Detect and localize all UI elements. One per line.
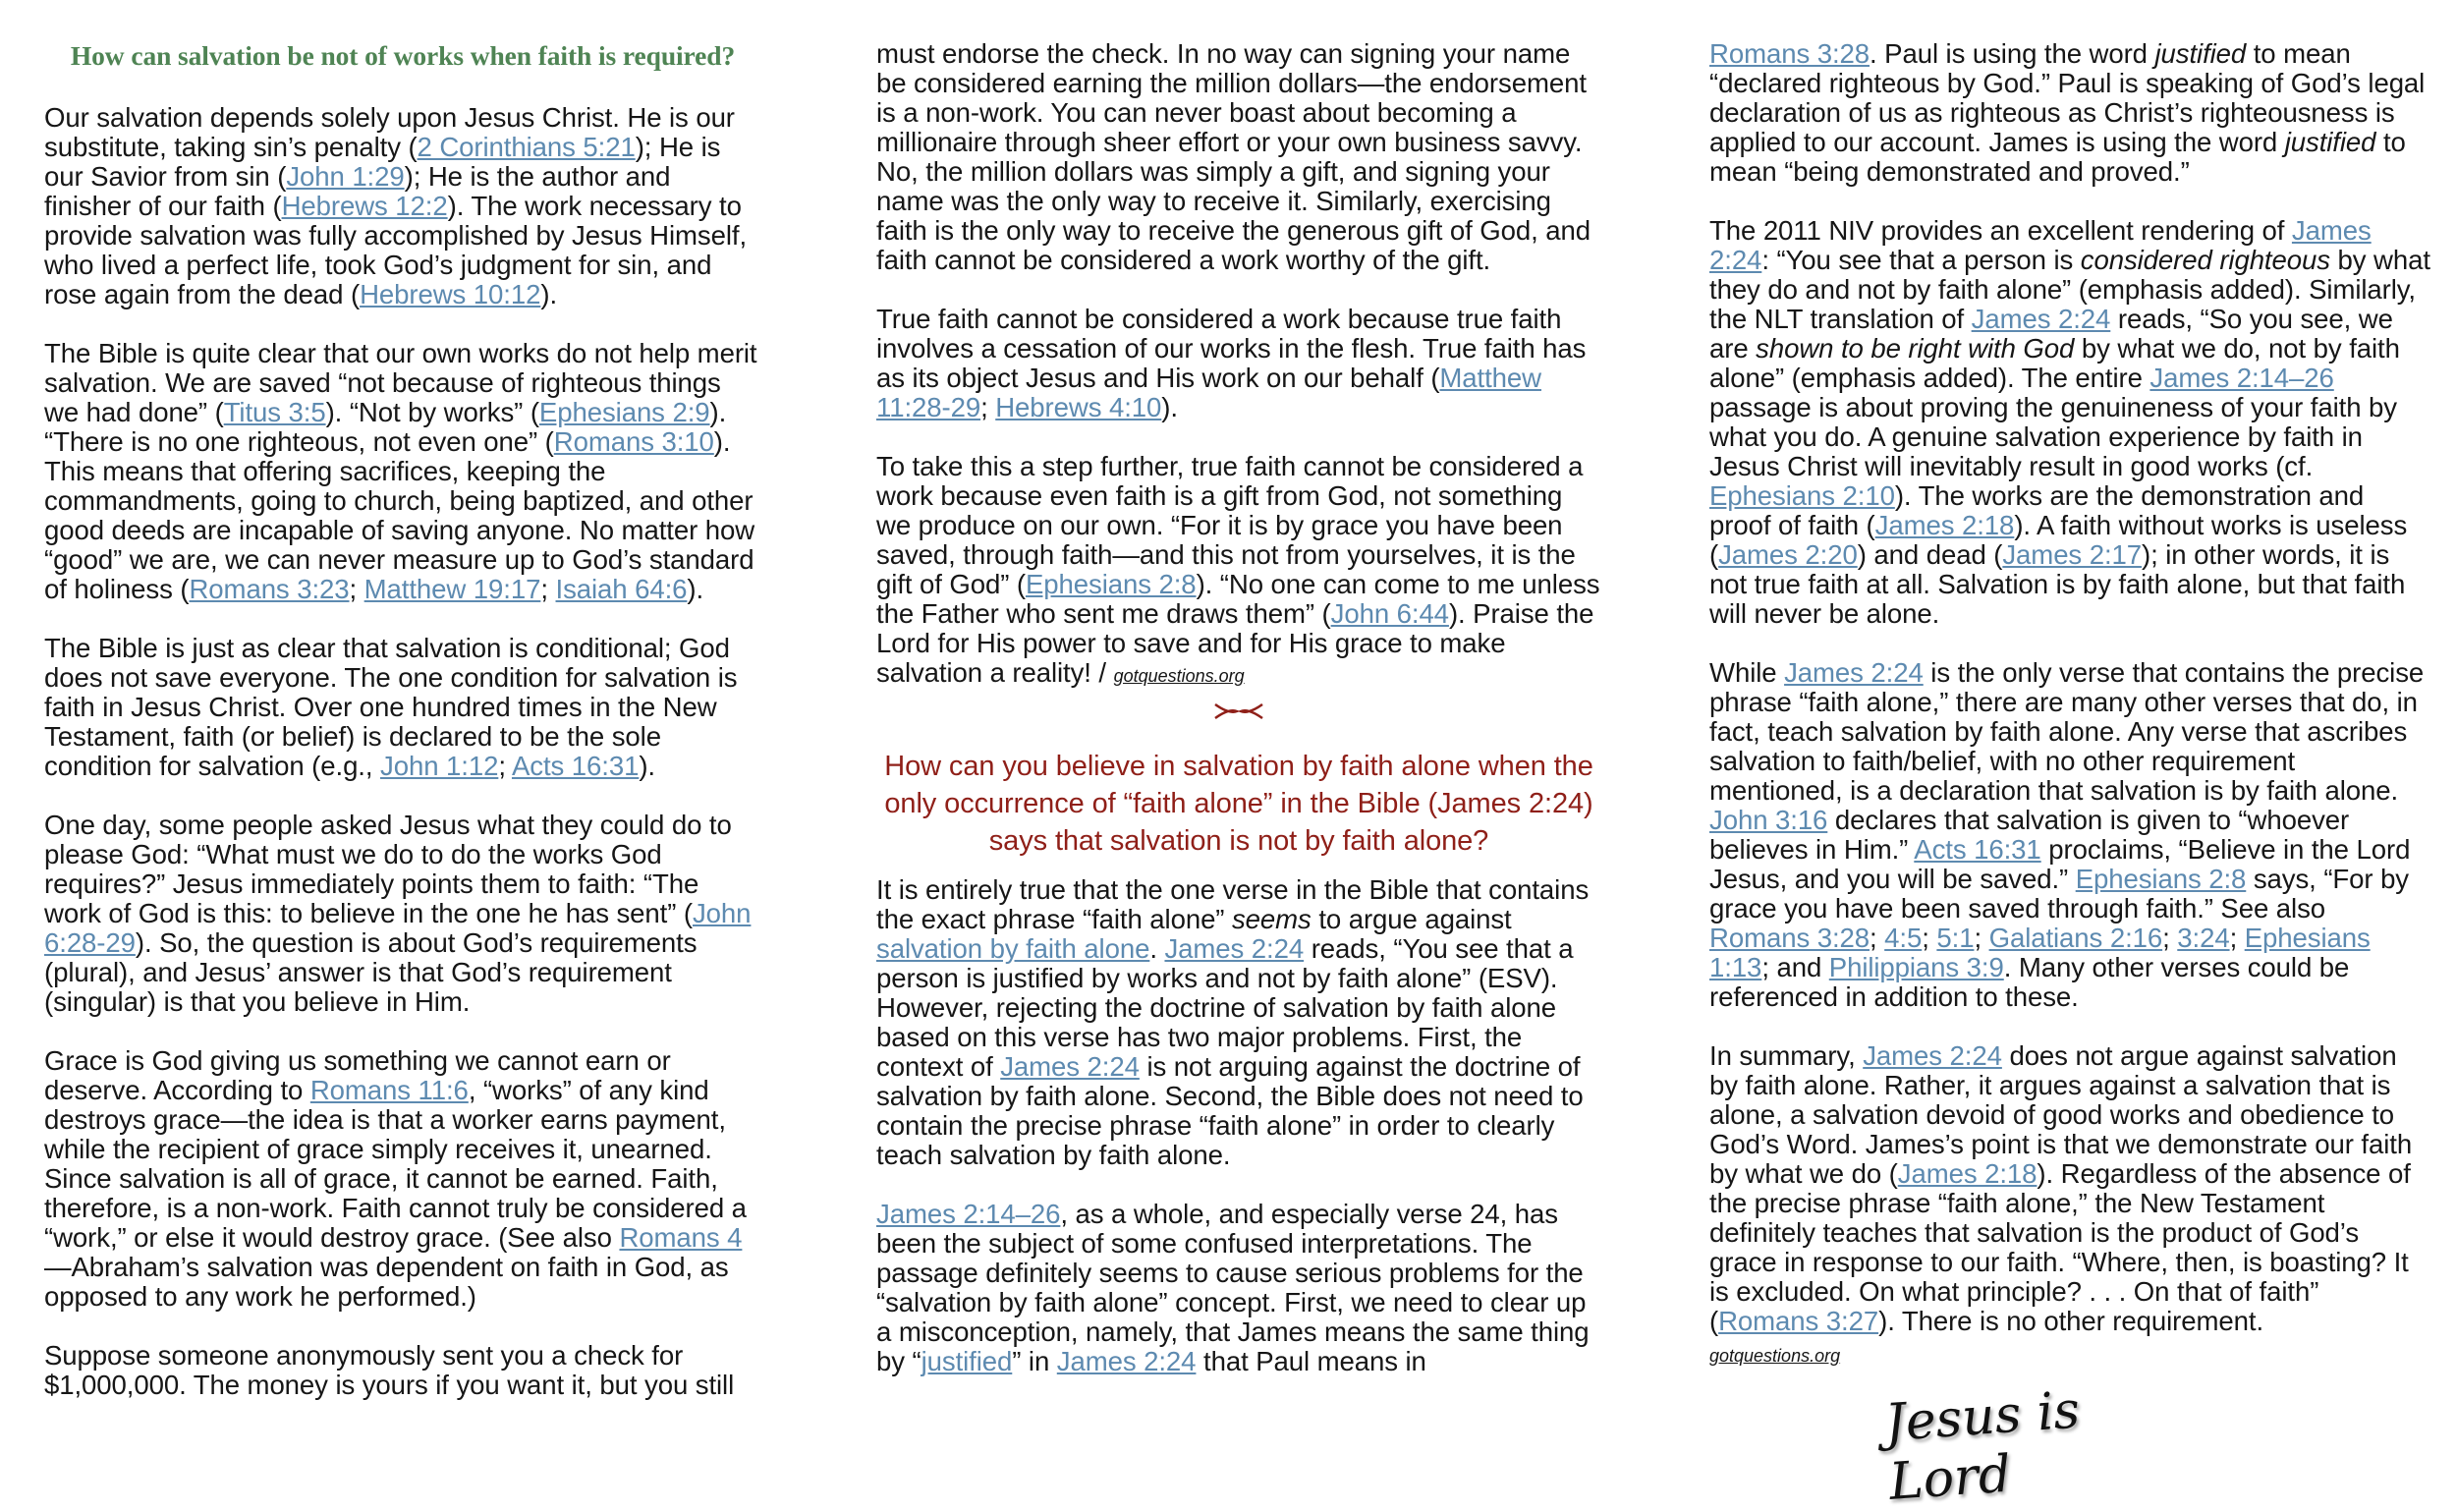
text-run: The 2011 NIV provides an excellent rendering of	[1709, 215, 2292, 246]
text-run: ;	[498, 751, 512, 781]
paragraph	[1709, 39, 2431, 187]
text-run: It is entirely true that the one verse in the Bible that contains the exact phrase “faith alone”	[876, 874, 1590, 934]
text-run: does not argue against salvation by faith alone. Rather, it argues against a salvation that is alone, a salvation devoid of good works and obedience to God’s Word. James’s point is that we demonstrate our faith by what we do (	[1709, 1040, 2413, 1189]
scripture-link[interactable]: Acts 16:31	[511, 751, 640, 781]
scripture-link[interactable]: 4:5	[1884, 923, 1923, 953]
text-run: One day, some people asked Jesus what they could do to please God: “What must we do to do the works God requires?” Jesus immediately points them to faith: “The work of God is this: to believe in the one he has sent” (	[44, 810, 732, 928]
emphasis-text: justified	[2284, 127, 2376, 157]
paragraph	[876, 305, 1601, 422]
text-run: ). This means that offering sacrifices, keeping the commandments, going to church, being baptized, and other good deeds are incapable of saving anyone. No matter how “good” we are, we can never measure up to God’s standard of holiness (	[44, 426, 755, 604]
scripture-link[interactable]: James 2:24	[1164, 933, 1305, 964]
scripture-link[interactable]: John 1:29	[286, 161, 405, 192]
scripture-link[interactable]: John 3:16	[1709, 805, 1828, 835]
scripture-link[interactable]: Romans 3:28	[1709, 38, 1870, 69]
scripture-link[interactable]: Romans 11:6	[309, 1075, 469, 1105]
paragraph	[44, 339, 761, 604]
scripture-link[interactable]: Isaiah 64:6	[555, 574, 688, 604]
text-run: ).	[639, 751, 655, 781]
text-run: is the only verse that contains the precise phrase “faith alone,” there are many other verses that do, in fact, teach salvation by faith alone. Any verse that ascribes salvation to faith/belief, with no other requirement mentioned, is a declaration that salvation is by faith alone.	[1709, 657, 2425, 806]
scripture-link[interactable]: Romans 3:28	[1709, 923, 1870, 953]
ornament-divider-icon	[876, 697, 1601, 736]
scripture-link[interactable]: Matthew 11:28-29	[876, 363, 1542, 422]
text-run: : “You see that a person is	[1761, 245, 2081, 275]
text-run: ;	[980, 392, 996, 422]
paragraph	[876, 1200, 1601, 1376]
text-run: ). “Not by works” (	[325, 397, 539, 427]
text-run: ). Regardless of the absence of the precise phrase “faith alone,” the New Testament definitely teaches that salvation is the product of God’s grace in response to our faith. “Where, then, is boasting? It is excluded. On what principle? . . . On that of faith” (	[1709, 1158, 2411, 1336]
text-run: ; and	[1761, 952, 1829, 982]
paragraph	[44, 811, 761, 1017]
text-run: that Paul means in	[1196, 1346, 1426, 1376]
scripture-link[interactable]: James 2:18	[1874, 510, 2015, 540]
text-run: ). “No one can come to me unless the Father who sent me draws them” (	[876, 569, 1600, 629]
text-run: ;	[540, 574, 556, 604]
source-link[interactable]: gotquestions.org	[1709, 1346, 1841, 1366]
text-run: is not arguing against the doctrine of salvation by faith alone. Second, the Bible does not need to contain the precise phrase “faith alone” in order to clearly teach salvation by faith alone.	[876, 1051, 1584, 1170]
text-run: ).	[687, 574, 704, 604]
text-run: to mean “declared righteous by God.” Paul is speaking of God’s legal declaration of us as righteous as Christ’s righteousness is applied to our account. James is using the word	[1709, 38, 2426, 157]
scripture-link[interactable]: Acts 16:31	[1914, 834, 2041, 865]
scripture-link[interactable]: 3:24	[2177, 923, 2230, 953]
scripture-link[interactable]: Romans 4	[619, 1222, 743, 1253]
text-run: True faith cannot be considered a work because true faith involves a cessation of our works in the flesh. True faith has as its object Jesus and His work on our behalf (	[876, 304, 1587, 393]
text-run: The Bible is quite clear that our own works do not help merit salvation. We are saved “not because of righteous things we had done” (	[44, 338, 757, 427]
text-run: ).	[540, 279, 558, 309]
scripture-link[interactable]: Romans 3:10	[553, 426, 714, 457]
scripture-link[interactable]: John 6:28-29	[44, 898, 752, 958]
scripture-link[interactable]: Matthew 19:17	[363, 574, 541, 604]
text-run: ). “There is no one righteous, not even one” (	[44, 397, 727, 457]
scripture-link[interactable]: James 2:24	[1971, 304, 2111, 334]
paragraph	[1709, 216, 2431, 629]
text-run: While	[1709, 657, 1785, 688]
text-run: reads, “You see that a person is justified by works and not by faith alone” (ESV). However, rejecting the doctrine of salvation by faith alone based on this verse has two major problems. First, the context of	[876, 933, 1574, 1082]
scripture-link[interactable]: salvation by faith alone	[876, 933, 1150, 964]
text-run: ” in	[1012, 1346, 1057, 1376]
scripture-link[interactable]: Ephesians 2:10	[1709, 480, 1895, 511]
paragraph	[44, 1046, 761, 1312]
scripture-link[interactable]: James 2:18	[1897, 1158, 2037, 1189]
scripture-link[interactable]: James 2:24	[1056, 1346, 1197, 1376]
paragraph	[876, 875, 1601, 1170]
scripture-link[interactable]: 2 Corinthians 5:21	[417, 132, 636, 162]
text-run: declares that salvation is given to “whoever believes in Him.”	[1709, 805, 2350, 865]
emphasis-text: seems	[1231, 904, 1312, 934]
scripture-link[interactable]: James 2:20	[1718, 539, 1858, 570]
scripture-link[interactable]: Titus 3:5	[223, 397, 326, 427]
text-run: ). So, the question is about God’s requirements (plural), and Jesus’ answer is that God’s requirement (singular) is that you believe in Him.	[44, 927, 698, 1017]
paragraph	[876, 452, 1601, 691]
scripture-link[interactable]: Ephesians 2:9	[538, 397, 710, 427]
emphasis-text: justified	[2154, 38, 2247, 69]
text-run: To take this a step further, true faith cannot be considered a work because even faith is a gift from God, not something we produce on our own. “For it is by grace you have been saved, through faith—and this not from yourselves, it is the gift of God” (	[876, 451, 1584, 599]
paragraph	[44, 1341, 761, 1400]
text-run: Suppose someone anonymously sent you a check for $1,000,000. The money is yours if you want it, but you still	[44, 1340, 735, 1400]
text-run: Our salvation depends solely upon Jesus Christ. He is our substitute, taking sin’s penalty (	[44, 102, 735, 162]
scripture-link[interactable]: James 2:24	[1000, 1051, 1140, 1082]
text-run: ).	[1161, 392, 1178, 422]
paragraph	[876, 39, 1601, 275]
scripture-link[interactable]: James 2:24	[1784, 657, 1924, 688]
text-run: .	[1149, 933, 1165, 964]
scripture-link[interactable]: Romans 3:23	[189, 574, 350, 604]
paragraph	[44, 634, 761, 781]
text-run: proclaims, “Believe in the Lord Jesus, and you will be saved.”	[1709, 834, 2411, 894]
text-run: by what they do and not by faith alone” (emphasis added). Similarly, the NLT translation of	[1709, 245, 2430, 334]
scripture-link[interactable]: John 1:12	[380, 751, 499, 781]
text-run: ;	[1870, 923, 1885, 953]
scripture-link[interactable]: James 2:14–26	[2149, 363, 2334, 393]
text-run: ); He is our Savior from sin (	[44, 132, 721, 192]
scripture-link[interactable]: Philippians 3:9	[1828, 952, 2004, 982]
text-run: says, “For by grace you have been saved through faith.” See also	[1709, 864, 2410, 924]
text-run: ). The works are the demonstration and proof of faith (	[1709, 480, 2365, 540]
text-run: Grace is God giving us something we cannot earn or deserve. According to	[44, 1045, 671, 1105]
scripture-link[interactable]: Galatians 2:16	[1988, 923, 2163, 953]
text-run: ). The work necessary to provide salvation was fully accomplished by Jesus Himself, who lived a perfect life, took God’s judgment for sin, and rose again from the dead (	[44, 191, 748, 309]
text-run: —Abraham’s salvation was dependent on faith in God, as opposed to any work he performed.)	[44, 1252, 729, 1312]
scripture-link[interactable]: Ephesians 2:8	[2075, 864, 2247, 894]
scripture-link[interactable]: justified	[921, 1346, 1013, 1376]
scripture-link[interactable]: Hebrews 4:10	[995, 392, 1162, 422]
text-run: to mean “being demonstrated and proved.”	[1709, 127, 2406, 187]
text-run: ;	[2229, 923, 2245, 953]
scripture-link[interactable]: James 2:14–26	[876, 1199, 1061, 1229]
text-run: In summary,	[1709, 1040, 1864, 1071]
text-run: reads, “So you see, we are	[1709, 304, 2393, 364]
text-run: to argue against	[1311, 904, 1512, 934]
text-run: passage is about proving the genuineness of your faith by what you do. A genuine salvation experience by faith in Jesus Christ will inevitably result in good works (cf.	[1709, 392, 2397, 481]
text-run: ). There is no other requirement.	[1878, 1306, 2264, 1336]
text-run: The Bible is just as clear that salvation is conditional; God does not save everyone. The one condition for salvation is faith in Jesus Christ. Over one hundred times in the New Testament, faith (or belief) is declared to be the sole condition for salvation (e.g.,	[44, 633, 738, 781]
text-run: by what we do, not by faith alone” (emphasis added). The entire	[1709, 333, 2400, 393]
scripture-link[interactable]: Ephesians 1:13	[1709, 923, 2371, 982]
source-link[interactable]: gotquestions.org	[1113, 666, 1245, 686]
text-run: ;	[1922, 923, 1937, 953]
emphasis-text: considered righteous	[2080, 245, 2330, 275]
text-run: ;	[1974, 923, 1989, 953]
text-run: , “works” of any kind destroys grace—the idea is that a worker earns payment, while the recipient of grace simply receives it, unearned. Since salvation is all of grace, it cannot be earned. Faith, therefore, is a non-work. Faith cannot truly be considered a “work,” or else it would destroy grace. (See also	[44, 1075, 747, 1253]
paragraph	[1709, 1041, 2431, 1336]
scripture-link[interactable]: 5:1	[1936, 923, 1975, 953]
text-run: ;	[349, 574, 364, 604]
scripture-link[interactable]: James 2:17	[2002, 539, 2143, 570]
emphasis-text: shown to be right with God	[1756, 333, 2075, 364]
scripture-link[interactable]: John 6:44	[1330, 598, 1449, 629]
scripture-link[interactable]: Hebrews 10:12	[360, 279, 541, 309]
column-1	[44, 35, 761, 1429]
paragraph	[1709, 658, 2431, 1012]
scripture-link[interactable]: Hebrews 12:2	[281, 191, 448, 221]
signature: Jesus is Lord	[1882, 1380, 2082, 1512]
text-run: . Paul is using the word	[1870, 38, 2155, 69]
text-run: ); in other words, it is not true faith at all. Salvation is by faith alone, but that faith will never be alone.	[1709, 539, 2406, 629]
scripture-link[interactable]: James 2:24	[1709, 215, 2372, 275]
article-1-title: How can salvation be not of works when faith is required?	[70, 40, 736, 71]
text-run: ;	[2162, 923, 2178, 953]
column-2	[876, 39, 1601, 1406]
text-run: must endorse the check. In no way can signing your name be considered earning the million dollars—the endorsement is a non-work. You can never boast about becoming a millionaire through sheer effort or your own business savvy. No, the million dollars was simply a gift, and signing your name was the only way to receive it. Similarly, exercising faith is the only way to receive the generous gift of God, and faith cannot be considered a work worthy of the gift.	[876, 38, 1591, 275]
text-run: ). A faith without works is useless (	[1709, 510, 2408, 570]
scripture-link[interactable]: James 2:24	[1863, 1040, 2002, 1071]
text-run: ). Praise the Lord for His power to save and for His grace to make salvation a reality! /	[876, 598, 1594, 688]
text-run: . Many other verses could be referenced in addition to these.	[1709, 952, 2350, 1012]
paragraph	[44, 103, 761, 309]
text-run: ); He is the author and finisher of our faith (	[44, 161, 671, 221]
scripture-link[interactable]: Ephesians 2:8	[1025, 569, 1197, 599]
column-3	[1709, 39, 2431, 1371]
text-run: , as a whole, and especially verse 24, has been the subject of some confused interpretations. The passage definitely seems to cause serious problems for the “salvation by faith alone” concept. First, we need to clear up a misconception, namely, that James means the same thing by “	[876, 1199, 1590, 1376]
article-2-title: How can you believe in salvation by faith alone when the only occurrence of “faith alone” in the Bible (James 2:24) says that salvation is not by faith alone?	[884, 751, 1593, 857]
text-run: ) and dead (	[1857, 539, 2003, 570]
scripture-link[interactable]: Romans 3:27	[1718, 1306, 1879, 1336]
